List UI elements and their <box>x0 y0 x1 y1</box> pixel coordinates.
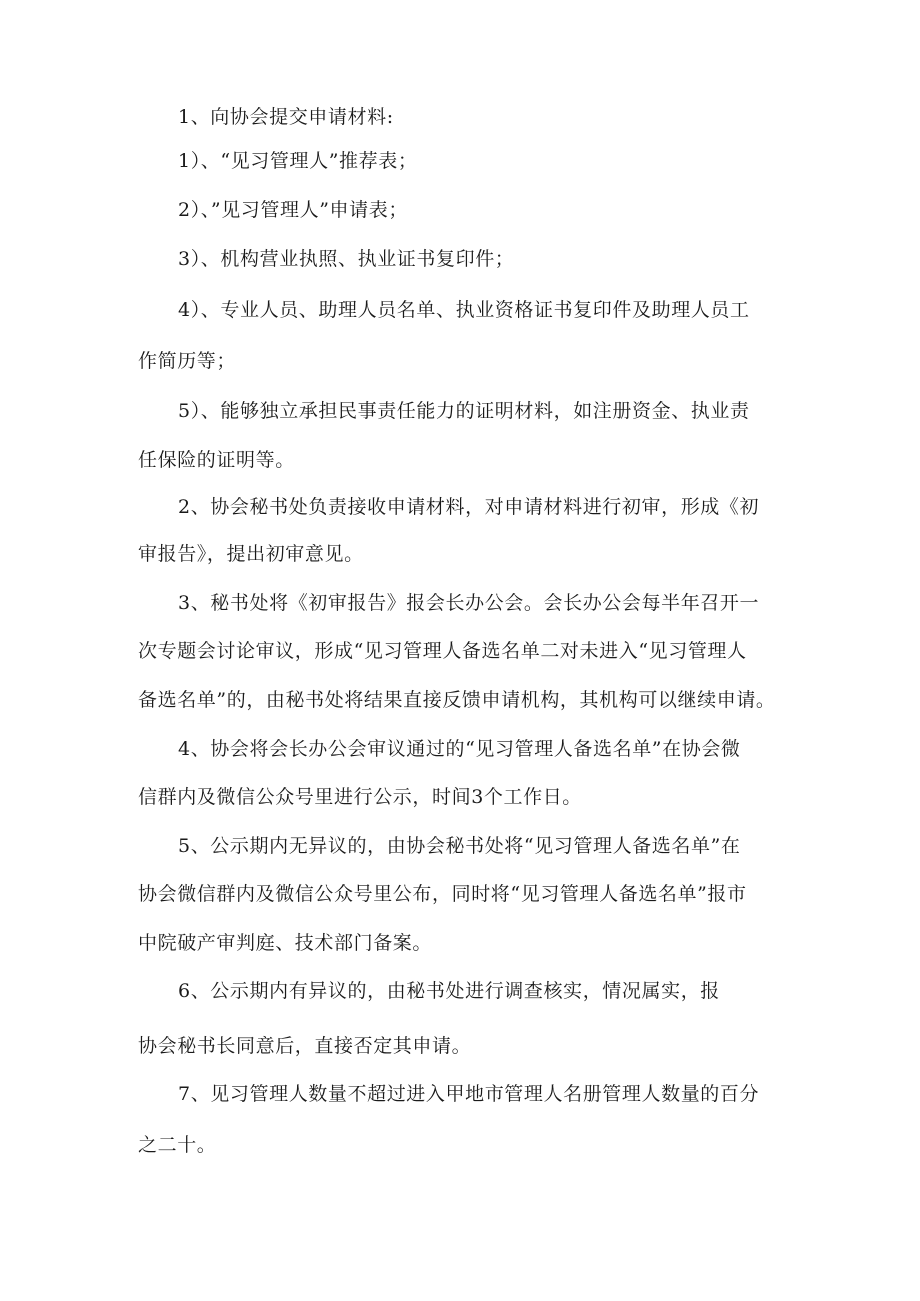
text-line-19: 6、公示期内有异议的，由秘书处进行调查核实，情况属实，报 <box>178 980 720 1002</box>
text-line-20: 协会秘书长同意后，直接否定其申请。 <box>138 1035 472 1057</box>
text-line-14: 4、协会将会长办公会审议通过的“见习管理人备选名单”在协会微 <box>178 738 741 760</box>
text-line-2: 1）、“见习管理人”推荐表； <box>178 150 418 172</box>
text-line-11: 3、秘书处将《初审报告》报会长办公会。会长办公会每半年召开一 <box>178 592 760 614</box>
text-line-16: 5、公示期内无异议的，由协会秘书处将“见习管理人备选名单”在 <box>178 835 741 857</box>
text-line-4: 3）、机构营业执照、执业证书复印件； <box>178 248 515 270</box>
text-line-15: 信群内及微信公众号里进行公示，时间3个工作日。 <box>138 786 582 808</box>
text-line-18: 中院破产审判庭、技术部门备案。 <box>138 932 433 954</box>
text-line-8: 任保险的证明等。 <box>138 449 295 471</box>
text-line-13: 备选名单”的，由秘书处将结果直接反馈申请机构，其机构可以继续申请。 <box>138 689 776 711</box>
text-line-7: 5）、能够独立承担民事责任能力的证明材料，如注册资金、执业责 <box>178 400 750 422</box>
text-line-10: 审报告》，提出初审意见。 <box>138 543 364 565</box>
text-line-5: 4）、专业人员、助理人员名单、执业资格证书复印件及助理人员工 <box>178 299 750 321</box>
text-line-1: 1、向协会提交申请材料: <box>178 106 394 128</box>
text-line-21: 7、见习管理人数量不超过进入甲地市管理人名册管理人数量的百分 <box>178 1083 760 1105</box>
text-line-17: 协会微信群内及微信公众号里公布，同时将“见习管理人备选名单”报市 <box>138 883 747 905</box>
text-line-12: 次专题会讨论审议，形成“见习管理人备选名单二对未进入“见习管理人 <box>138 640 747 662</box>
text-line-6: 作简历等； <box>138 350 237 372</box>
text-line-22: 之二十。 <box>138 1134 217 1156</box>
text-line-9: 2、协会秘书处负责接收申请材料，对申请材料进行初审，形成《初 <box>178 496 760 518</box>
text-line-3: 2）、”见习管理人”申请表； <box>178 199 408 221</box>
